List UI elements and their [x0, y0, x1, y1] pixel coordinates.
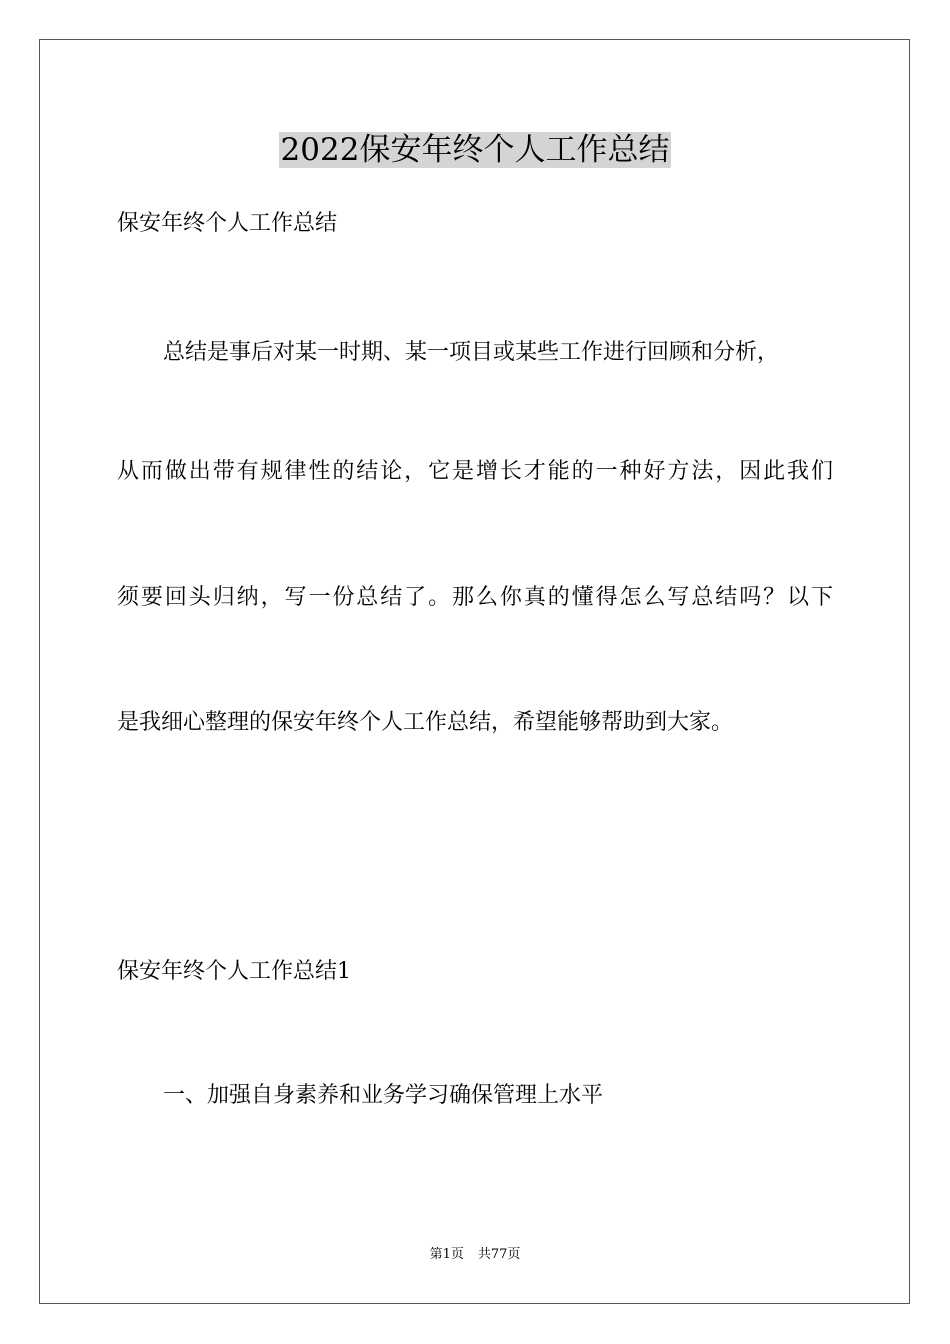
section-point: 一、加强自身素养和业务学习确保管理上水平 — [163, 1083, 604, 1108]
page-number-current: 第1页 — [429, 1247, 464, 1262]
intro-line-2: 从而做出带有规律性的结论，它是增长才能的一种好方法，因此我们 — [117, 459, 833, 484]
page-footer — [0, 1246, 950, 1264]
document-title — [0, 128, 950, 172]
page-number-total: 共77页 — [477, 1247, 521, 1262]
intro-line-4: 是我细心整理的保安年终个人工作总结，希望能够帮助到大家。 — [117, 710, 734, 735]
document-subtitle: 保安年终个人工作总结 — [117, 211, 338, 236]
intro-line-3: 须要回头归纳，写一份总结了。那么你真的懂得怎么写总结吗？以下 — [117, 585, 833, 610]
intro-line-1: 总结是事后对某一时期、某一项目或某些工作进行回顾和分析， — [163, 340, 780, 365]
document-title-text: 2022保安年终个人工作总结 — [280, 132, 670, 168]
section-heading: 保安年终个人工作总结1 — [117, 959, 351, 984]
